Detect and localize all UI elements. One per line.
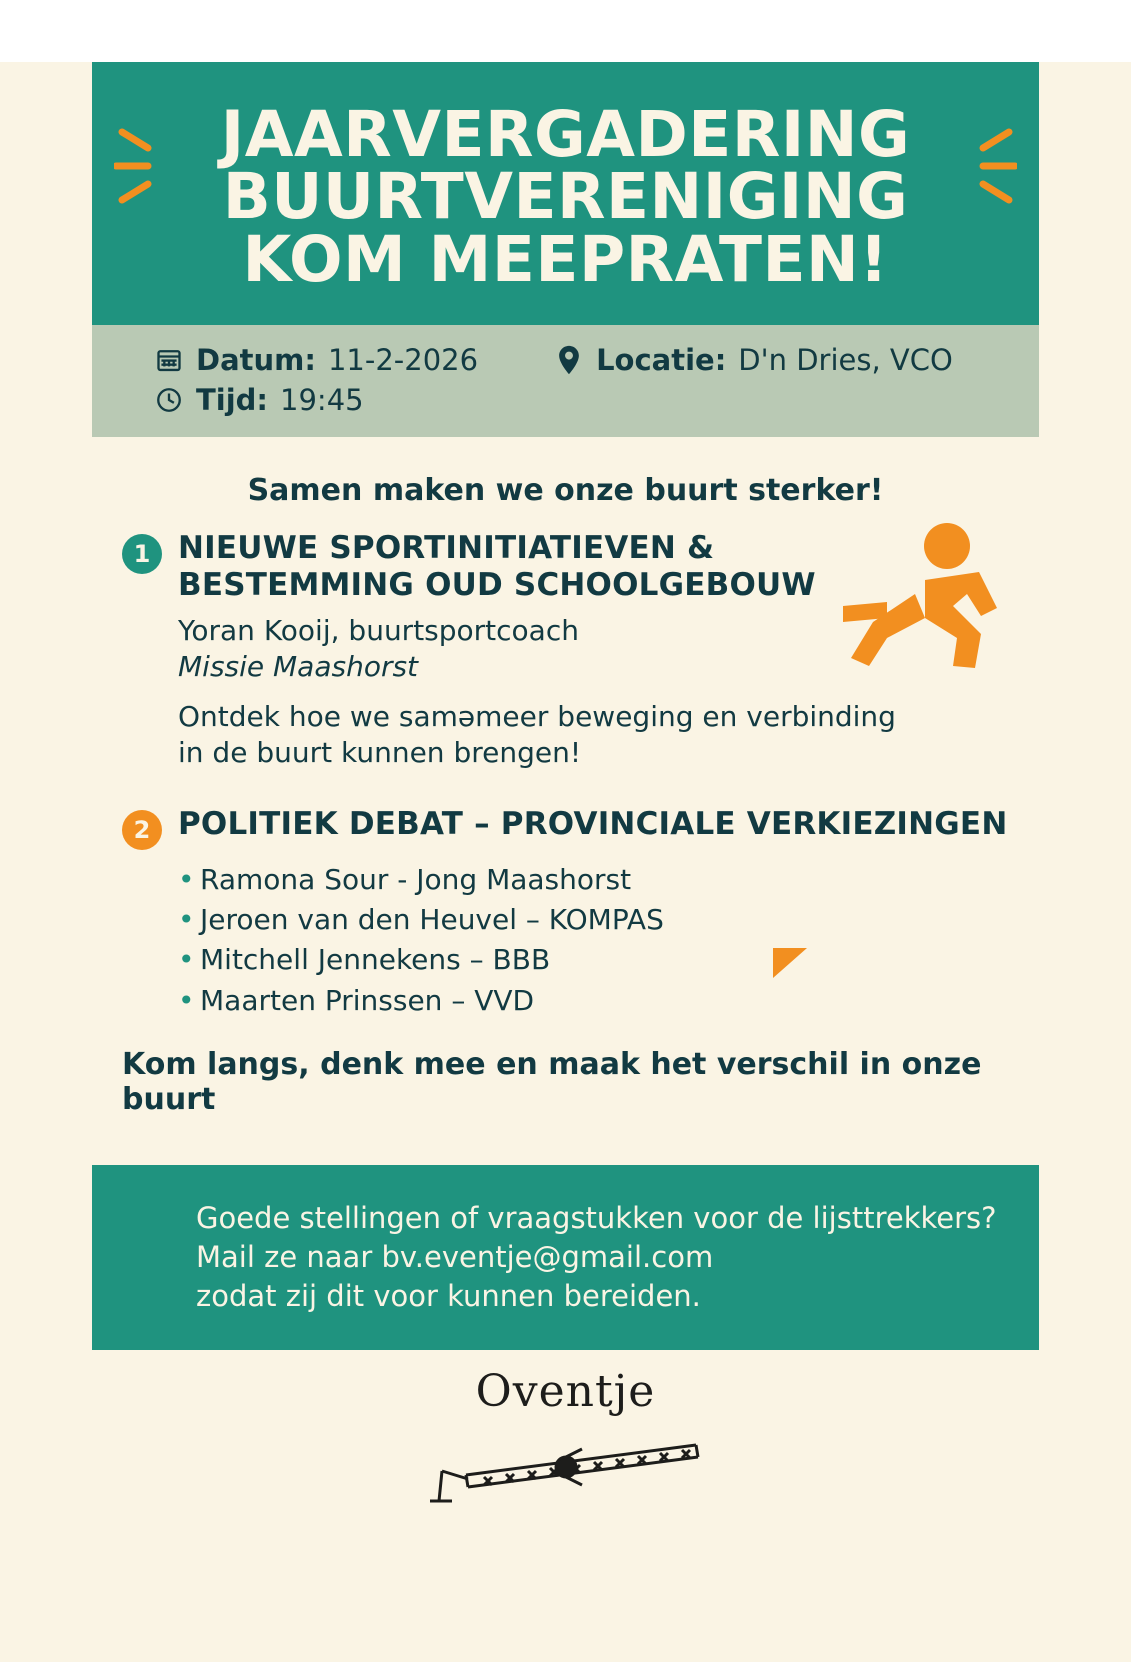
agenda-item-2-title [178,806,1007,843]
sparkle-left-icon [114,122,166,208]
agenda-item-1-title-line-2: BESTEMMING OUD SCHOOLGEBOUW [178,566,816,603]
agenda-item-1-speaker [178,613,1009,685]
calendar-icon [154,345,184,375]
agenda-item-1 [122,530,1009,772]
list-item: • Mitchell Jennekens – BBB [178,940,1009,980]
speaker-organisation: Missie Maashorst [178,650,419,684]
list-item: • Ramona Sour - Jong Maashorst [178,860,1009,900]
footer-line-2: Mail ze naar bv.eventje@gmail.com [196,1240,714,1275]
agenda-list [60,530,1071,1117]
event-date [154,343,478,377]
time-label: Tijd: [196,383,269,418]
time-value: 19:45 [280,383,364,418]
logo-wordmark: Oventje [475,1366,656,1418]
event-time [154,383,364,417]
agenda-item-2-title-line-1: POLITIEK DEBAT – PROVINCIALE VERKIEZINGEN [178,805,1008,842]
agenda-item-2 [122,806,1009,1021]
description-line-1: Ontdek hoe we samǝmeer beweging en verbinding [178,699,896,733]
title-line-1: JAARVERGADERING [220,98,911,171]
footer-line-1: Goede stellingen of vraagstukken voor de lijsttrekkers? [196,1200,997,1235]
debate-participants-list [178,860,1009,1021]
agenda-item-1-title-line-1: NIEUWE SPORTINITIATIEVEN & [178,530,715,567]
description-line-2: in de buurt kunnen brengen! [178,736,582,770]
info-row-primary [92,343,1039,377]
list-item: • Jeroen van den Heuvel – KOMPAS [178,900,1009,940]
speaker-name: Yoran Kooij, buurtsportcoach [178,614,579,648]
agenda-badge-1: 1 [122,534,162,574]
event-info-band [92,325,1039,437]
logo-mill-icon [406,1411,726,1503]
info-row-secondary [92,383,1039,417]
agenda-item-1-title [178,530,816,603]
map-pin-icon [554,345,584,375]
agenda-item-2-head [122,806,1009,850]
list-item: • Maarten Prinssen – VVD [178,981,1009,1021]
event-location [554,343,953,377]
location-label: Locatie: [596,343,727,378]
closing-call-to-action: Kom langs, denk mee en maak het verschil in onze buurt [122,1046,982,1117]
title-line-3: KOM MEEPRATEN! [242,222,889,296]
date-value: 11-2-2026 [327,343,479,378]
date-label: Datum: [196,343,316,378]
organisation-logo [60,1366,1071,1503]
agenda-item-1-head [122,530,1009,603]
agenda-badge-2: 2 [122,810,162,850]
clock-icon [154,385,184,415]
poster [0,62,1131,1662]
tagline: Samen maken we onze buurt sterker! [247,473,884,509]
sparkle-right-icon [965,122,1017,208]
location-value: D'n Dries, VCO [738,343,953,378]
contact-footer [92,1165,1039,1350]
page-title [112,98,1019,296]
title-line-2: BUURTVERENIGING [222,160,909,234]
agenda-item-1-description [178,699,1009,772]
footer-line-3: zodat zij dit voor kunnen bereiden. [196,1279,701,1314]
poster-header [92,62,1039,325]
